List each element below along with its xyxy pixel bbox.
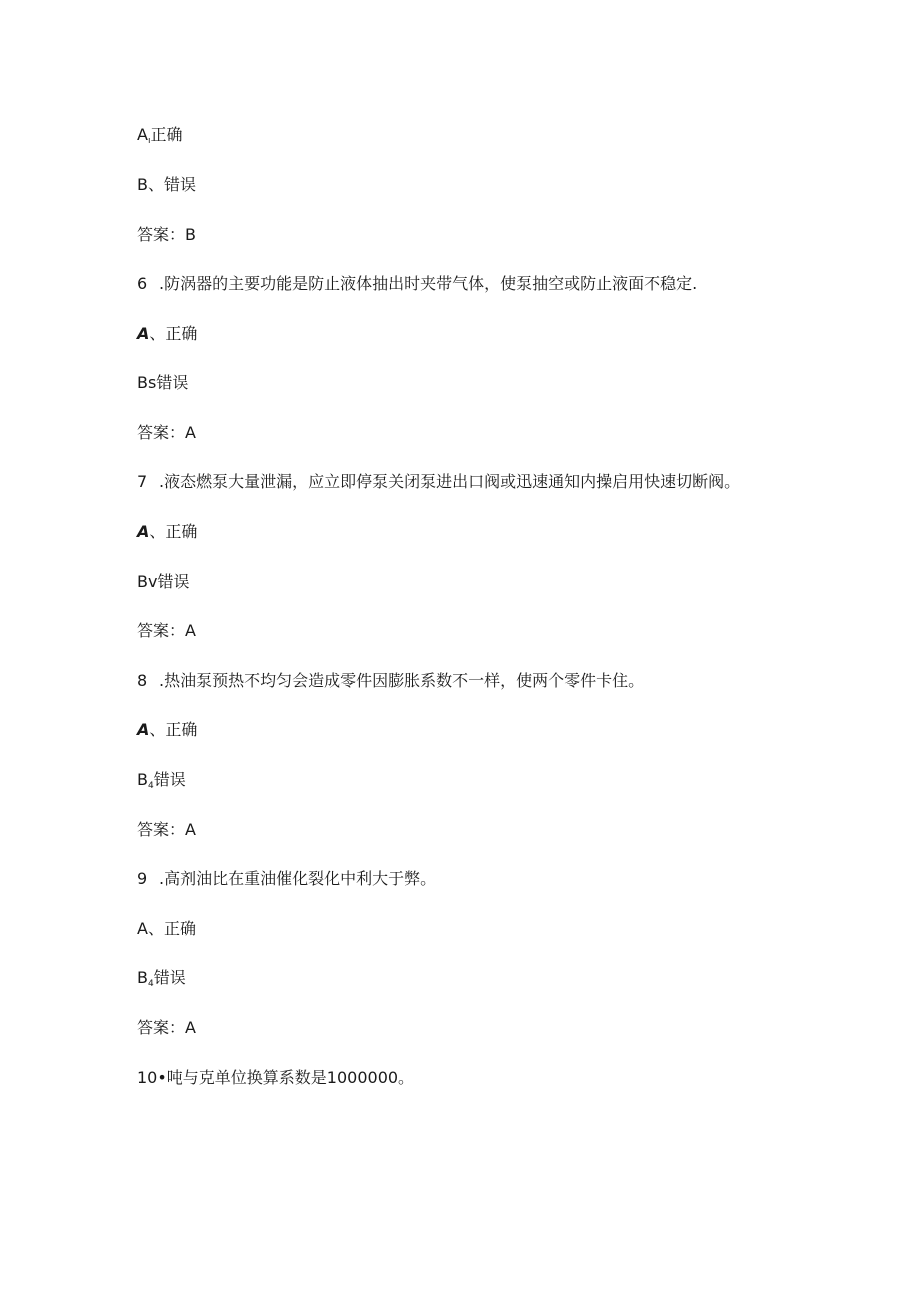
option-letter: A: [137, 125, 148, 144]
question-number: 7: [137, 472, 148, 491]
option-separator: v: [147, 572, 158, 591]
option-text: 正确: [163, 919, 196, 938]
option-separator: 4: [147, 781, 154, 791]
answer-line: 答案：B: [137, 225, 196, 244]
answer-line: 答案：A: [137, 820, 196, 839]
option-text: 错误: [164, 175, 197, 194]
question-number: 8: [137, 671, 148, 690]
option-text: 正确: [165, 522, 198, 541]
question-line: 10•吨与克单位换算系数是1000000。: [137, 1068, 415, 1087]
option-letter: B: [137, 770, 148, 789]
option-b-line: [137, 572, 189, 592]
question-number: 9: [137, 869, 148, 888]
option-letter: B: [137, 968, 148, 987]
option-letter: B: [137, 175, 148, 194]
option-letter: A: [137, 720, 150, 739]
option-separator: 4: [147, 979, 154, 989]
question-text: .液态燃泵大量泄漏，应立即停泵关闭泵进出口阀或迅速通知内操启用快速切断阀。: [159, 472, 741, 491]
question-line: [137, 671, 644, 691]
option-b-line: [137, 770, 186, 796]
option-a-line: [137, 720, 197, 740]
option-text: 错误: [153, 968, 186, 987]
option-a-line: [137, 919, 196, 939]
option-b-line: [137, 968, 186, 994]
option-a-line: [137, 522, 197, 542]
answer-line: 答案：A: [137, 423, 196, 442]
question-line: [137, 274, 697, 294]
option-separator: 、: [149, 522, 166, 541]
option-text: 正确: [150, 125, 183, 144]
option-text: 错误: [157, 572, 190, 591]
option-letter: A: [137, 522, 150, 541]
option-separator: 、: [149, 720, 166, 739]
question-number: 6: [137, 274, 148, 293]
option-text: 错误: [156, 373, 189, 392]
question-text: .防涡器的主要功能是防止液体抽出时夹带气体，使泵抽空或防止液面不稳定.: [159, 274, 698, 293]
question-line: [137, 472, 740, 492]
option-separator: s: [147, 373, 157, 392]
question-text: .热油泵预热不均匀会造成零件因膨胀系数不一样，使两个零件卡住。: [159, 671, 645, 690]
option-letter: A: [137, 324, 150, 343]
question-line: [137, 869, 436, 889]
option-letter: B: [137, 572, 148, 591]
option-separator: 、: [147, 919, 164, 938]
option-letter: B: [137, 373, 148, 392]
option-b-line: [137, 175, 196, 195]
option-text: 错误: [153, 770, 186, 789]
answer-line: 答案：A: [137, 1018, 196, 1037]
option-text: 正确: [165, 720, 198, 739]
option-b-line: [137, 373, 188, 393]
option-separator: 、: [149, 324, 166, 343]
question-text: .高剂油比在重油催化裂化中利大于弊。: [159, 869, 437, 888]
option-letter: A: [137, 919, 148, 938]
answer-line: 答案：A: [137, 621, 196, 640]
option-separator: 、: [147, 175, 164, 194]
option-text: 正确: [165, 324, 198, 343]
option-separator: ı: [147, 136, 151, 146]
option-a-line: [137, 324, 197, 344]
option-a-line: [137, 125, 182, 151]
